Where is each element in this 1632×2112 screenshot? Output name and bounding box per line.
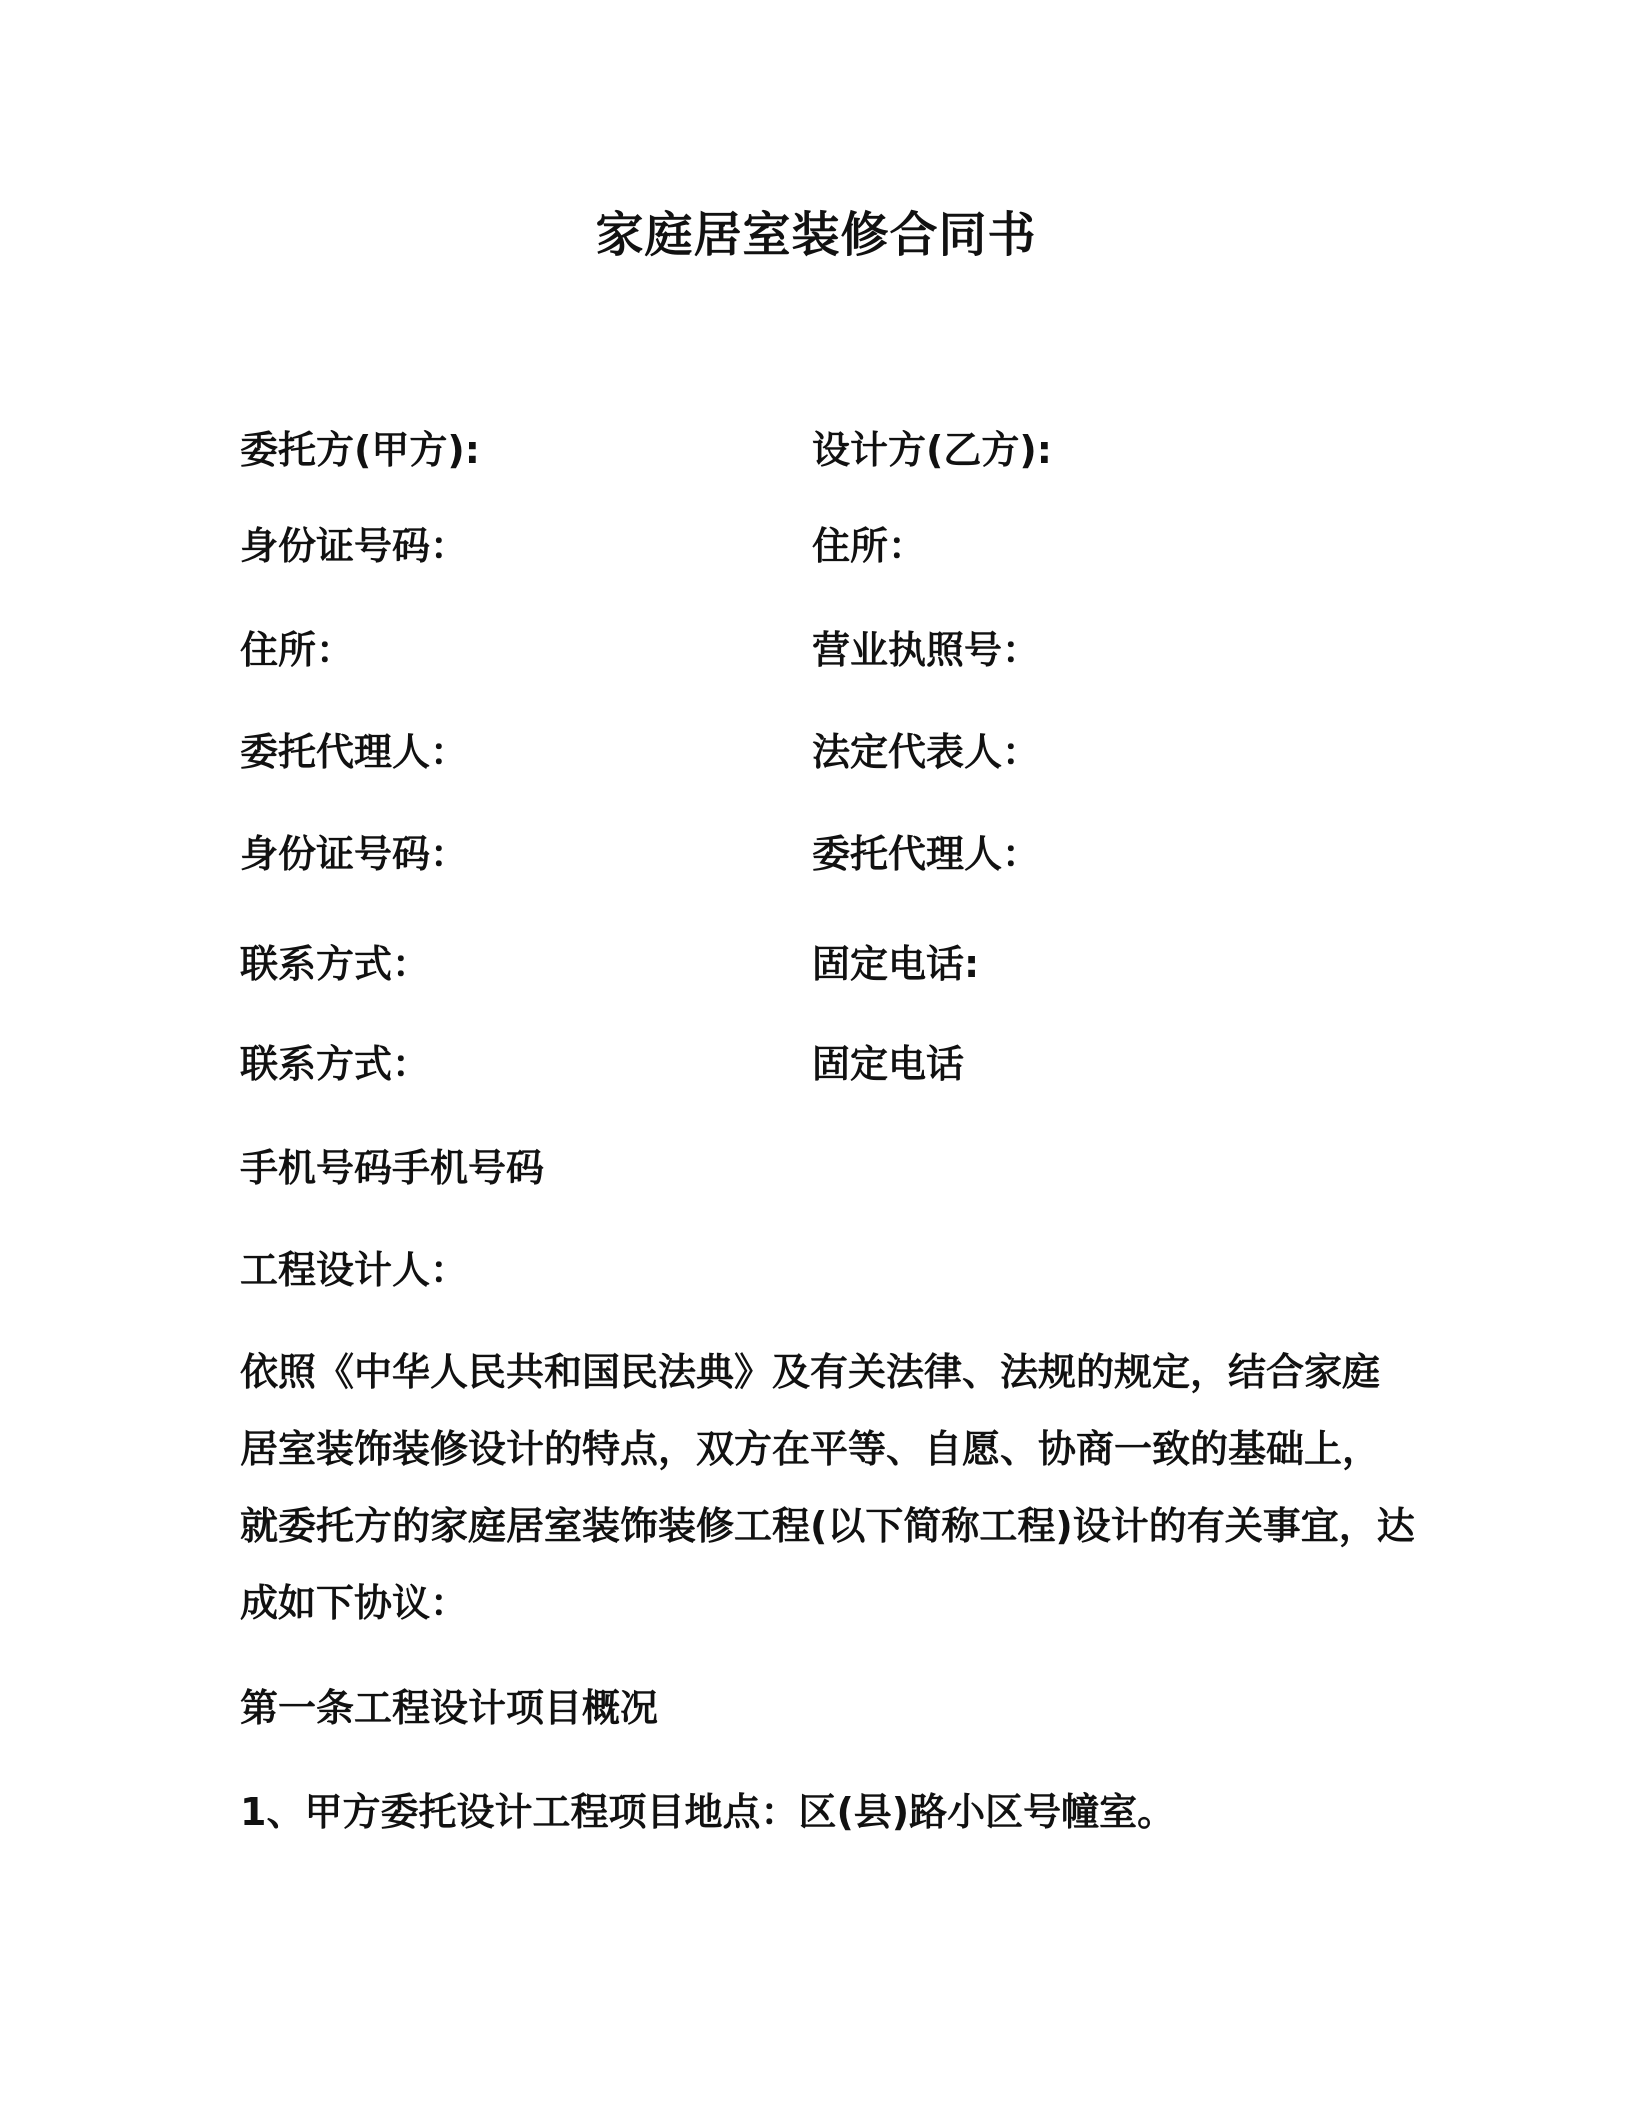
party-b-label: 设计方(乙方): xyxy=(812,428,1052,472)
preamble-line: 依照《中华人民共和国民法典》及有关法律、法规的规定，结合家庭 xyxy=(240,1350,1381,1394)
party-b-landline: 固定电话 xyxy=(812,1042,965,1086)
preamble-line: 成如下协议： xyxy=(240,1581,469,1625)
party-b-agent: 委托代理人： xyxy=(812,832,1041,876)
party-a-label: 委托方(甲方): xyxy=(240,428,480,472)
preamble-line: 就委托方的家庭居室装饰装修工程(以下简称工程)设计的有关事宜，达 xyxy=(240,1504,1415,1548)
party-a-address: 住所： xyxy=(240,628,355,672)
party-a-contact: 联系方式： xyxy=(240,942,431,986)
preamble-paragraph xyxy=(240,1334,1415,1642)
article-1-heading: 第一条工程设计项目概况 xyxy=(240,1686,659,1730)
party-a-agent: 委托代理人： xyxy=(240,730,469,774)
party-a-landline: 固定电话: xyxy=(812,942,980,986)
party-b-license-number: 营业执照号： xyxy=(812,628,1041,672)
party-b-address: 住所： xyxy=(812,524,927,568)
party-a-id-number: 身份证号码： xyxy=(240,524,469,568)
party-b-contact: 联系方式： xyxy=(240,1042,431,1086)
party-b-legal-rep: 法定代表人： xyxy=(812,730,1041,774)
party-a-agent-id-number: 身份证号码： xyxy=(240,832,469,876)
document-title: 家庭居室装修合同书 xyxy=(595,207,1037,263)
article-1-item-1: 1、甲方委托设计工程项目地点：区(县)路小区号幢室。 xyxy=(240,1790,1176,1834)
preamble-line: 居室装饰装修设计的特点，双方在平等、自愿、协商一致的基础上， xyxy=(240,1427,1381,1471)
mobile-line: 手机号码手机号码 xyxy=(240,1146,545,1190)
designer-line: 工程设计人： xyxy=(240,1248,469,1292)
